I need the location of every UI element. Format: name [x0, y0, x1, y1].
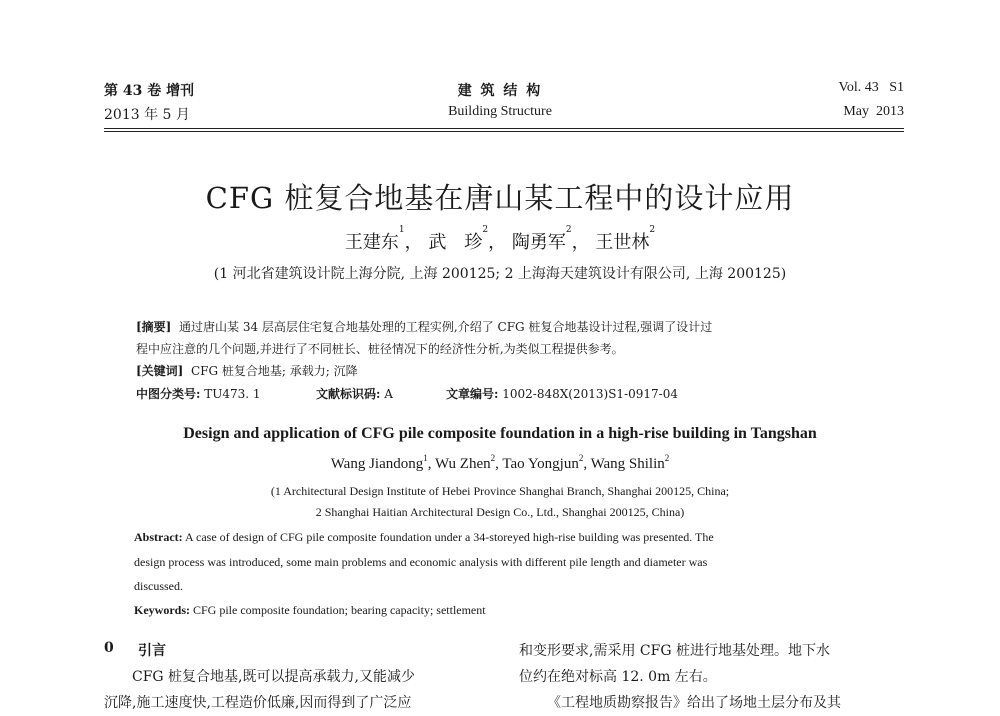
author-separator: ， — [404, 232, 423, 253]
body-left-line1: CFG 桩复合地基,既可以提高承载力,又能减少 — [132, 669, 415, 685]
author-en: Tao Yongjun — [502, 456, 579, 472]
header-volume: 第 43 卷 增刊 — [104, 83, 195, 99]
header-journal-en: Building Structure — [448, 104, 552, 119]
article-value: 1002-848X(2013)S1-0917-04 — [502, 387, 678, 401]
affiliation-cn: (1 河北省建筑设计院上海分院, 上海 200125; 2 上海海天建筑设计有限公司, 上海 200125) — [213, 266, 787, 282]
abstract-cn-line1 — [136, 318, 712, 335]
abstract-text: 通过唐山某 34 层高层住宅复合地基处理的工程实例,介绍了 CFG 桩复合地基设计过程,强调了设计过 — [179, 320, 713, 334]
author-cn: 王世林 — [595, 232, 650, 253]
authors-cn — [0, 225, 1000, 254]
paper-title-en: Design and application of CFG pile composite foundation in a high-rise building in Tangshan — [183, 425, 817, 442]
author-sup: 2 — [664, 453, 670, 463]
paper-title-cn: CFG 桩复合地基在唐山某工程中的设计应用 — [205, 181, 795, 215]
keywords-label: [关键词] — [136, 364, 184, 378]
author-sup: 2 — [565, 225, 572, 235]
author-sup: 2 — [649, 225, 656, 235]
body-right-line1: 和变形要求,需采用 CFG 桩进行地基处理。地下水 — [519, 643, 830, 659]
class-value: TU473. 1 — [204, 387, 261, 401]
abstract-en-line3: discussed. — [134, 579, 183, 593]
abstract-label: [摘要] — [136, 320, 172, 334]
author-separator: , — [495, 456, 503, 472]
author-separator: ， — [488, 232, 507, 253]
author-sup: 2 — [482, 225, 489, 235]
body-right-line2: 位约在绝对标高 12. 0m 左右。 — [519, 669, 717, 685]
section-title: 引言 — [138, 643, 166, 659]
class-label: 中图分类号: — [136, 387, 201, 401]
author-en: Wu Zhen — [434, 456, 491, 472]
doc-value: A — [384, 387, 393, 401]
classification-row — [136, 385, 261, 402]
abstract-en-label: Abstract: — [134, 530, 183, 544]
author-separator: , — [583, 456, 591, 472]
article-number — [446, 385, 678, 402]
keywords-en-label: Keywords: — [134, 603, 190, 617]
doc-label: 文献标识码: — [316, 387, 381, 401]
author-separator: ， — [571, 232, 590, 253]
header-rule-bottom — [104, 131, 904, 132]
abstract-en-line1 — [134, 530, 876, 545]
author-cn: 陶勇军 — [511, 232, 566, 253]
header-date-en: May 2013 — [843, 104, 904, 119]
author-cn: 王建东 — [344, 232, 399, 253]
author-separator: , — [427, 456, 435, 472]
header-date: 2013 年 5 月 — [104, 107, 190, 123]
doc-code — [316, 385, 393, 402]
header-rule-top — [104, 128, 904, 129]
authors-en — [0, 453, 1000, 473]
author-en: Wang Jiandong — [330, 456, 424, 472]
abstract-en-text: A case of design of CFG pile composite foundation under a 34-storeyed high-rise building was presented. The — [185, 530, 714, 544]
keywords-cn — [136, 362, 358, 379]
affiliation-en-1: (1 Architectural Design Institute of Hebei Province Shanghai Branch, Shanghai 200125, China; — [270, 484, 730, 498]
keywords-en-text: CFG pile composite foundation; bearing capacity; settlement — [193, 603, 486, 617]
author-en: Wang Shilin — [590, 456, 665, 472]
section-number: 0 — [104, 640, 114, 656]
abstract-cn-line2: 程中应注意的几个问题,并进行了不同桩长、桩径情况下的经济性分析,为类似工程提供参考。 — [136, 342, 624, 356]
author-sup: 1 — [398, 225, 405, 235]
author-sup: 2 — [578, 453, 584, 463]
author-sup: 1 — [423, 453, 428, 463]
body-left-line2: 沉降,施工速度快,工程造价低廉,因而得到了广泛应 — [104, 695, 412, 711]
header-journal-cn: 建 筑 结 构 — [457, 83, 543, 99]
affiliation-en-2: 2 Shanghai Haitian Architectural Design Co., Ltd., Shanghai 200125, China) — [315, 505, 685, 519]
article-label: 文章编号: — [446, 387, 499, 401]
abstract-en-line2: design process was introduced, some main problems and economic analysis with different pile length and diameter was — [134, 555, 708, 569]
header-volume-en: Vol. 43 S1 — [838, 80, 904, 95]
body-right-line3: 《工程地质勘察报告》给出了场地土层分布及其 — [547, 695, 841, 711]
keywords-text: CFG 桩复合地基; 承载力; 沉降 — [191, 364, 358, 378]
author-cn: 武 珍 — [428, 232, 483, 253]
author-sup: 2 — [490, 453, 496, 463]
keywords-en — [134, 603, 876, 618]
